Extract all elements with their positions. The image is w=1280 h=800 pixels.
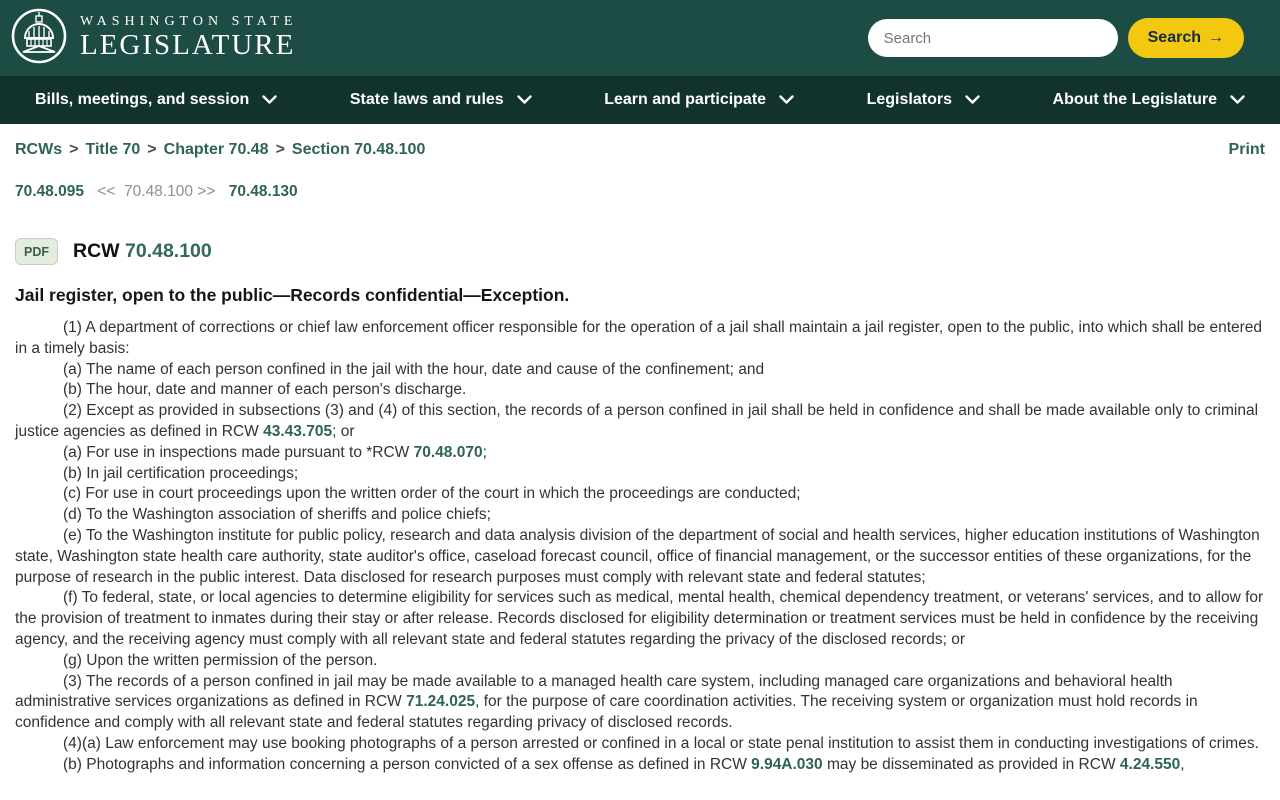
- main-nav: [0, 76, 1280, 124]
- chevron-down-icon: [965, 95, 980, 105]
- site-logo[interactable]: [10, 7, 297, 70]
- nav-item-about-the-legislature[interactable]: [1053, 91, 1245, 109]
- statute-paragraph: (b) Photographs and information concerning a person convicted of a sex offense as defined in RCW 9.94A.030 may be disseminated as provided in RCW 4.24.550,: [63, 755, 1185, 773]
- capitol-dome-icon: [10, 7, 68, 70]
- statute-paragraph: (d) To the Washington association of sheriffs and police chiefs;: [63, 506, 491, 524]
- logo-text-state: WASHINGTON STATE: [80, 14, 298, 30]
- statute-paragraph: (1) A department of corrections or chief law enforcement officer responsible for the operation of a jail shall maintain a jail register, open to the public, into which shall be entered in a timely basis:: [15, 319, 1263, 357]
- current-section-indicator: << 70.48.100 >>: [97, 183, 216, 200]
- nav-item-label: Bills, meetings, and session: [35, 91, 250, 108]
- statute-paragraph: (b) In jail certification proceedings;: [63, 464, 299, 482]
- statute-paragraph: (4)(a) Law enforcement may use booking photographs of a person arrested or confined in a local or state penal institution to assist them in conducting investigations of crimes.: [63, 734, 1259, 752]
- statute-paragraph: (c) For use in court proceedings upon the written order of the court in which the proceedings are conducted;: [63, 485, 801, 503]
- rcw-number-link[interactable]: 70.48.100: [125, 240, 212, 262]
- rcw-cross-reference-link[interactable]: 4.24.550: [1119, 755, 1181, 773]
- statute-paragraph: (g) Upon the written permission of the person.: [63, 651, 378, 669]
- page-content: [0, 141, 1280, 776]
- search-input[interactable]: [868, 19, 1118, 57]
- nav-item-label: About the Legislature: [1052, 91, 1217, 108]
- prev-section-link[interactable]: 70.48.095: [15, 183, 84, 200]
- pdf-button[interactable]: PDF: [15, 238, 58, 265]
- breadcrumb-row: [15, 141, 1265, 159]
- search-area: [868, 18, 1244, 58]
- statute-paragraph: (3) The records of a person confined in jail may be made available to a managed health care system, including managed care organizations and behavioral health administrative services organizations as defined in RCW 71.24.025, for the purpose of care coordination activities. The receiving system or organization must hold records in confidence and comply with all relevant state and federal statutes regarding privacy of disclosed records.: [15, 672, 1198, 732]
- breadcrumb: [15, 141, 425, 159]
- statute-title: Jail register, open to the public—Records confidential—Exception.: [15, 285, 570, 305]
- statute-paragraph: (f) To federal, state, or local agencies to determine eligibility for services such as medical, mental health, chemical dependency treatment, or veterans' services, and to allow for the provision of treatment to inmates during their stay or after release. Records disclosed for eligibility determination or treatment services must be held in confidence by the receiving agency, and the receiving agency must comply with all relevant state and federal statutes regarding the privacy of the disclosed records; or: [15, 589, 1264, 648]
- chevron-down-icon: [262, 95, 277, 105]
- logo-text-legislature: LEGISLATURE: [80, 29, 296, 62]
- chevron-down-icon: [779, 95, 794, 105]
- breadcrumb-link-section[interactable]: Section 70.48.100: [291, 141, 426, 158]
- statute-paragraph: (a) For use in inspections made pursuant to *RCW 70.48.070;: [63, 443, 487, 461]
- rcw-cross-reference-link[interactable]: 71.24.025: [406, 693, 476, 711]
- nav-item-bills-meetings-and-session[interactable]: [35, 91, 277, 109]
- rcw-heading: [73, 240, 212, 263]
- chevron-down-icon: [1230, 95, 1245, 105]
- breadcrumb-link-chapter[interactable]: Chapter 70.48: [163, 141, 269, 158]
- section-nav: [15, 183, 1265, 201]
- breadcrumb-link-title[interactable]: Title 70: [85, 141, 141, 158]
- breadcrumb-link-rcws[interactable]: RCWs: [15, 141, 63, 158]
- breadcrumb-separator: >: [69, 141, 79, 158]
- statute-paragraph: (a) The name of each person confined in the jail with the hour, date and cause of the confinement; and: [63, 360, 765, 378]
- statute-paragraph: (2) Except as provided in subsections (3) and (4) of this section, the records of a person confined in jail shall be held in confidence and shall be made available only to criminal justice agencies as defined in RCW 43.43.705; or: [15, 402, 1259, 440]
- rcw-cross-reference-link[interactable]: 43.43.705: [263, 422, 333, 440]
- nav-item-label: Learn and participate: [604, 91, 767, 108]
- rcw-cross-reference-link[interactable]: 9.94A.030: [751, 755, 823, 773]
- arrow-right-icon: →: [1208, 29, 1224, 46]
- nav-item-label: Legislators: [866, 91, 952, 108]
- rcw-heading-row: [15, 238, 1265, 265]
- rcw-label: RCW: [73, 240, 120, 262]
- breadcrumb-separator: >: [147, 141, 157, 158]
- nav-item-legislators[interactable]: [867, 91, 980, 109]
- statute-body: [15, 318, 1265, 776]
- print-link[interactable]: Print: [1228, 141, 1265, 158]
- nav-item-learn-and-participate[interactable]: [604, 91, 794, 109]
- search-button[interactable]: [1128, 18, 1244, 58]
- nav-item-state-laws-and-rules[interactable]: [350, 91, 532, 109]
- site-header: [0, 0, 1280, 76]
- chevron-down-icon: [517, 95, 532, 105]
- statute-paragraph: (e) To the Washington institute for public policy, research and data analysis division of the department of social and health services, higher education institutions of Washington state, Washington state health care authority, state auditor's office, caseload forecast council, office of financial management, or the successor entities of these organizations, for the purpose of research in the public interest. Data disclosed for research purposes must comply with relevant state and federal statutes;: [15, 526, 1260, 586]
- breadcrumb-separator: >: [275, 141, 285, 158]
- nav-item-label: State laws and rules: [349, 91, 504, 108]
- rcw-cross-reference-link[interactable]: 70.48.070: [413, 443, 483, 461]
- search-button-label: Search: [1147, 29, 1201, 46]
- statute-paragraph: (b) The hour, date and manner of each person's discharge.: [63, 381, 467, 399]
- next-section-link[interactable]: 70.48.130: [228, 183, 298, 200]
